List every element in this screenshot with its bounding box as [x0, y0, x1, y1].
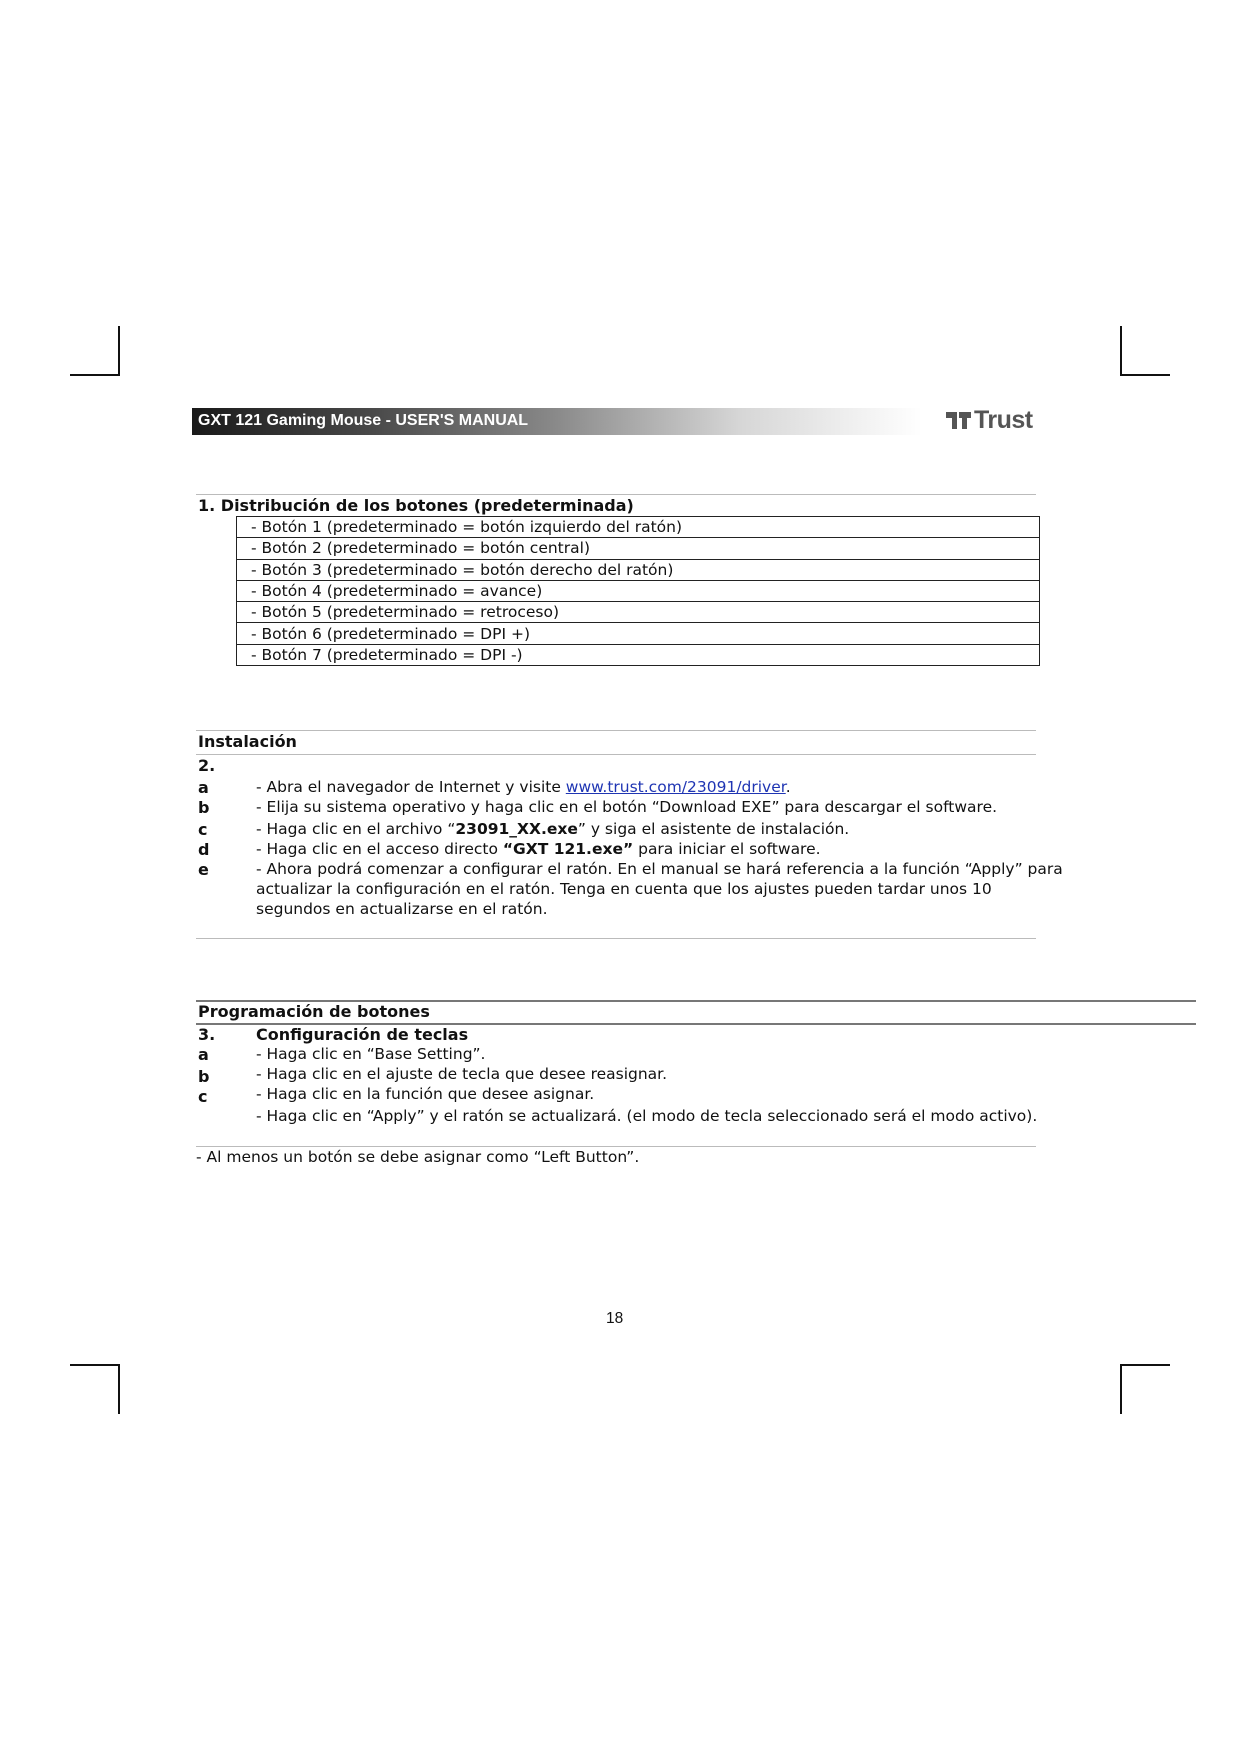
- crop-mark-top-right: [1120, 326, 1170, 376]
- button-layout-table: [236, 516, 1040, 666]
- step-label: c: [198, 820, 208, 839]
- step-text-line: - Ahora podrá comenzar a configurar el ratón. En el manual se hará referencia a la función “Apply” para: [256, 860, 1063, 878]
- table-row: [237, 602, 1040, 623]
- divider: [196, 1146, 1036, 1147]
- table-cell: - Botón 4 (predeterminado = avance): [237, 580, 1040, 601]
- table-cell: - Botón 5 (predeterminado = retroceso): [237, 602, 1040, 623]
- step-label: a: [198, 778, 209, 797]
- table-row: [237, 559, 1040, 580]
- table-row: [237, 623, 1040, 644]
- driver-link[interactable]: www.trust.com/23091/driver: [565, 778, 786, 796]
- step-text: - Elija su sistema operativo y haga clic en el botón “Download EXE” para descargar el software.: [256, 798, 998, 816]
- step-number: 3.: [198, 1025, 216, 1044]
- table-row: [237, 580, 1040, 601]
- divider: [196, 494, 1036, 495]
- step-text-line: segundos en actualizarse en el ratón.: [256, 900, 548, 918]
- divider: [196, 754, 1036, 755]
- crop-mark-top-left: [70, 326, 120, 376]
- step-text: - Abra el navegador de Internet y visite www.trust.com/23091/driver.: [256, 778, 791, 796]
- step-label: b: [198, 798, 210, 817]
- table-cell: - Botón 7 (predeterminado = DPI -): [237, 644, 1040, 665]
- step-text: - Haga clic en el ajuste de tecla que desee reasignar.: [256, 1065, 668, 1083]
- step-label: c: [198, 1087, 208, 1106]
- step-text: - Haga clic en “Base Setting”.: [256, 1045, 486, 1063]
- table-cell: - Botón 3 (predeterminado = botón derecho del ratón): [237, 559, 1040, 580]
- trust-logo-icon: [946, 409, 972, 431]
- divider: [196, 938, 1036, 939]
- table-cell: - Botón 2 (predeterminado = botón central): [237, 538, 1040, 559]
- step-text-line: actualizar la configuración en el ratón. Tenga en cuenta que los ajustes pueden tardar unos 10: [256, 880, 992, 898]
- step-text: - Haga clic en la función que desee asignar.: [256, 1085, 595, 1103]
- table-row: [237, 517, 1040, 538]
- step-label: b: [198, 1067, 210, 1086]
- crop-mark-bottom-left: [70, 1364, 120, 1414]
- divider: [196, 730, 1036, 731]
- table-row: [237, 644, 1040, 665]
- step-label: e: [198, 860, 209, 879]
- step-text: - Haga clic en el acceso directo “GXT 121.exe” para iniciar el software.: [256, 840, 821, 858]
- step-label: a: [198, 1045, 209, 1064]
- page-number: 18: [606, 1310, 624, 1327]
- logo-text: Trust: [974, 405, 1033, 434]
- section-heading: Programación de botones: [198, 1002, 430, 1021]
- step-text: - Haga clic en el archivo “23091_XX.exe” y siga el asistente de instalación.: [256, 820, 850, 838]
- step-text: - Haga clic en “Apply” y el ratón se actualizará. (el modo de tecla seleccionado será el modo activo).: [256, 1107, 1038, 1125]
- trust-logo: [946, 406, 1033, 434]
- section-heading: Instalación: [198, 732, 297, 751]
- table-cell: - Botón 1 (predeterminado = botón izquierdo del ratón): [237, 517, 1040, 538]
- manual-title: GXT 121 Gaming Mouse - USER'S MANUAL: [198, 412, 529, 429]
- step-label: d: [198, 840, 210, 859]
- note-text: - Al menos un botón se debe asignar como “Left Button”.: [196, 1148, 640, 1166]
- section-heading: 1. Distribución de los botones (predeterminada): [198, 496, 634, 515]
- subheading: Configuración de teclas: [256, 1025, 469, 1044]
- table-cell: - Botón 6 (predeterminado = DPI +): [237, 623, 1040, 644]
- table-row: [237, 538, 1040, 559]
- crop-mark-bottom-right: [1120, 1364, 1170, 1414]
- step-number: 2.: [198, 756, 216, 775]
